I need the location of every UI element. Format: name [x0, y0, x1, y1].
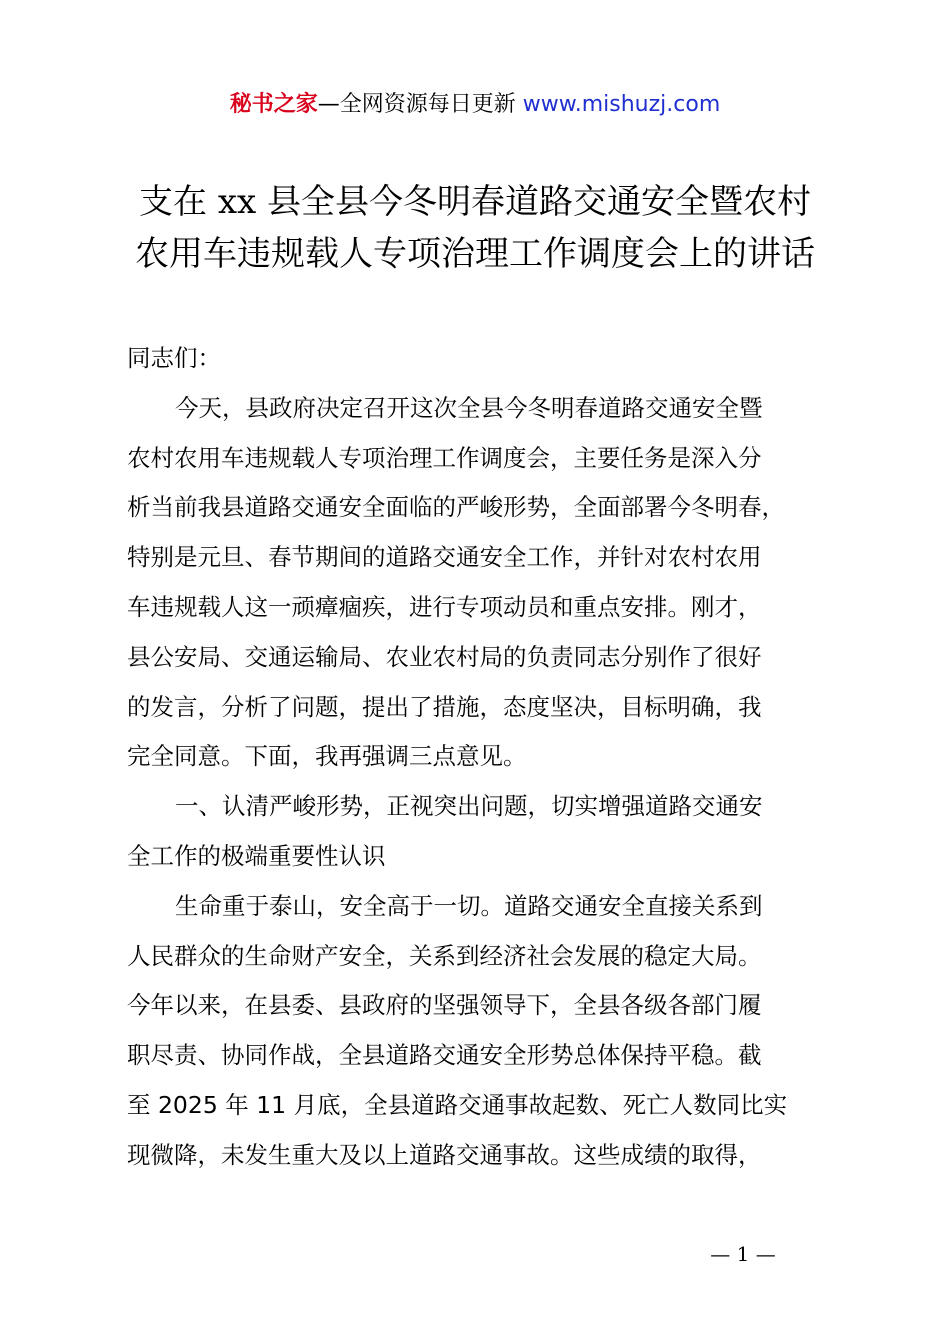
body-line: 的发言，分析了问题，提出了措施，态度坚决，目标明确，我	[127, 692, 762, 721]
site-brand: 秘书之家	[229, 92, 318, 117]
section-heading-line: 全工作的极端重要性认识	[127, 841, 386, 870]
section-heading-line: 一、认清严峻形势，正视突出问题，切实增强道路交通安	[175, 792, 763, 821]
body-line: 生命重于泰山，安全高于一切。道路交通安全直接关系到	[175, 891, 763, 920]
body-line: 农村农用车违规载人专项治理工作调度会，主要任务是深入分	[127, 443, 762, 472]
body-line: 特别是元旦、春节期间的道路交通安全工作，并针对农村农用	[127, 543, 762, 572]
title-line-2: 农用车违规载人专项治理工作调度会上的讲话	[135, 234, 815, 274]
site-header	[0, 88, 950, 122]
body-line: 县公安局、交通运输局、农业农村局的负责同志分别作了很好	[127, 642, 762, 671]
body-line: 人民群众的生命财产安全，关系到经济社会发展的稳定大局。	[127, 941, 762, 970]
body-line: 今年以来，在县委、县政府的坚强领导下，全县各级各部门履	[127, 991, 762, 1020]
page-number: — 1 —	[710, 1242, 776, 1266]
site-url-link[interactable]: www.mishuzj.com	[522, 92, 721, 117]
salutation: 同志们：	[127, 344, 221, 372]
site-tagline: —全网资源每日更新	[317, 92, 516, 117]
body-line: 析当前我县道路交通安全面临的严峻形势，全面部署今冬明春，	[127, 493, 785, 522]
document-title	[0, 176, 950, 280]
body-line: 至 2025 年 11 月底，全县道路交通事故起数、死亡人数同比实	[127, 1090, 788, 1119]
body-line: 完全同意。下面，我再强调三点意见。	[127, 742, 527, 771]
body-line: 车违规载人这一顽瘴痼疾，进行专项动员和重点安排。刚才，	[127, 592, 762, 621]
title-line-1: 支在 xx 县全县今冬明春道路交通安全暨农村	[139, 182, 811, 222]
body-line: 职尽责、协同作战，全县道路交通安全形势总体保持平稳。截	[127, 1041, 762, 1070]
body-line: 今天，县政府决定召开这次全县今冬明春道路交通安全暨	[175, 393, 763, 422]
body-line: 现微降，未发生重大及以上道路交通事故。这些成绩的取得，	[127, 1140, 762, 1169]
document-body	[127, 334, 847, 1181]
